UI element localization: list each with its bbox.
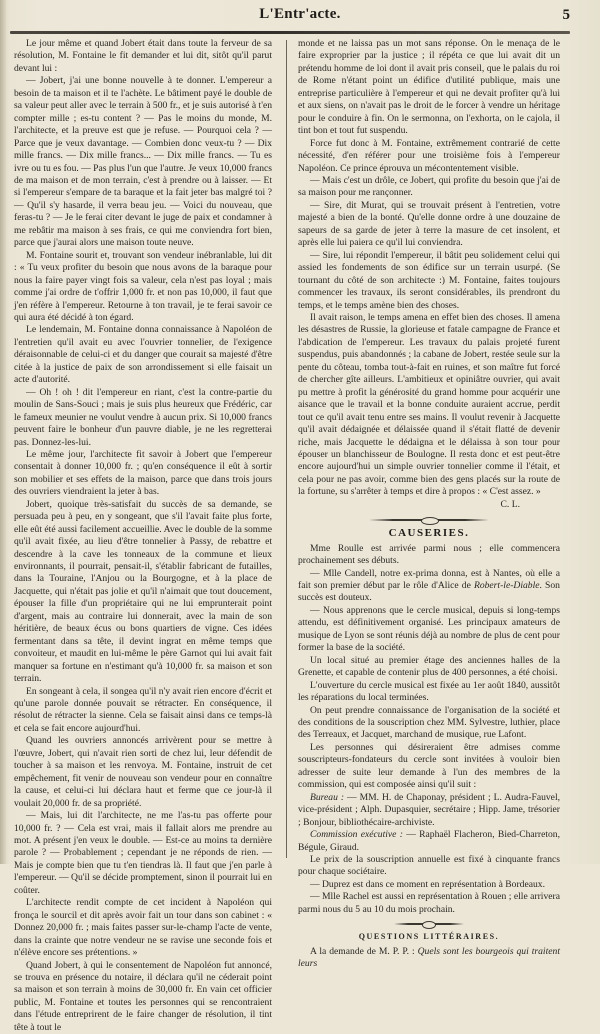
news-item: — Mlle Rachel est aussi en représentation à Rouen ; elle arrivera parmi nous du 5 au 10 du mois prochain. [298,891,560,915]
news-item: — Mlle Candell, notre ex-prima donna, est à Nantes, où elle a fait son premier début par le rôle d'Alice de Robert-le-Diable. Son succès est douteux. [298,567,560,604]
section-title-causeries: CAUSERIES. [388,527,470,540]
question-text: Quels sont les bourgeois qui traitent leurs [298,945,560,970]
author-signature: C. L. [500,498,520,510]
page-number: 5 [562,7,570,23]
paragraph: Quand Jobert, à qui le consentement de Napoléon fut annoncé, se trouva en présence du notaire, il déclara qu'il ne céderait point sa maison et son terrain à moins de 30,000 fr. En vain cet officier public, M. Fontaine et toutes les personnes qui se rencontraient dans l'étude entreprirent de le faire changer de résolution, il tint tête à tout le [14,959,272,1033]
left-column [14,38,272,1034]
opera-title: Robert-le-Diable [473,580,540,592]
question-item: A la demande de M. P. P. : Quels sont les bourgeois qui traitent leurs [298,945,560,970]
paragraph: En songeant à cela, il songea qu'il n'y avait rien encore d'écrit et qu'une parole donnée pouvait se rétracter. En conséquence, il résolut de rétracter la sienne. Cela se faisait ainsi dans ce temps-là et cela se fait encore aujourd'hui. [14,685,272,734]
news-item: Un local situé au premier étage des anciennes halles de la Grenette, et capable de contenir plus de 400 personnes, a été choisi. [298,654,560,679]
paragraph: — Sire, lui répondit l'empereur, il bâtit peu solidement celui qui assied les fondements de son édifice sur un terrain usurpé. (Se tournant du côté de son architecte :) M. Fontaine, faites toujours commencer les travaux, ils seront considérables, ils prendront du temps, et le temps amène bien des choses. [298,249,560,311]
news-item: Le prix de la souscription annuelle est fixé à cinquante francs pour chaque sociétaire. [298,854,560,878]
column-divider [286,40,287,858]
news-item: Commission exécutive : — Raphaël Flacheron, Bied-Charreton, Bégule, Giraud. [298,829,560,853]
paragraph: L'architecte rendit compte de cet incident à Napoléon qui fronça le sourcil et dit après avoir fait un tour dans son cabinet : « Donnez 20,000 fr. ; mais faites passer sur-le-champ l'acte de vente, dans la crainte que notre vendeur ne se ravise une seconde fois et n'élève encore ses prétentions. » [14,897,272,959]
paragraph: — Mais c'est un drôle, ce Jobert, qui profite du besoin que j'ai de sa maison pour me rançonner. [298,174,560,199]
paragraph: M. Fontaine sourit et, trouvant son vendeur inébranlable, lui dit : « Tu veux profiter du besoin que nous avons de la baraque pour nous la faire payer vingt fois sa valeur, cela n'est pas loyal ; mais comme j'ai ordre de t'offrir 1,000 fr. et non pas 10,000, il faut que j'en réfère à l'empereur. Retourne à ton travail, je te ferai savoir ce qui aura été décidé à ton égard. [14,249,272,323]
commission-label: Commission exécutive : [310,829,403,841]
paragraph: Force fut donc à M. Fontaine, extrêmement contrarié de cette nécessité, d'en référer pour une troisième fois à l'empereur Napoléon. Ce prince éprouva un mécontentement visible. [298,137,560,174]
news-item: Bureau : — MM. H. de Chaponay, président ; L. Audra-Fauvel, vice-président ; Alph. Dupasquier, secrétaire ; Hipp. Jame, trésorier ; Bonjour, bibliothécaire-archiviste. [298,791,561,828]
ornamental-separator [394,921,464,927]
ornamental-separator [369,517,489,523]
paragraph: Quand les ouvriers annoncés arrivèrent pour se mettre à l'œuvre, Jobert, qui n'avait rien sorti de chez lui, leur défendit de toucher à sa maison et les renvoya. M. Fontaine, instruit de cet empêchement, fit venir de nouveau son vendeur pour en connaître la cause, et celui-ci lui déclara haut et ferme que ce jour-là il voulait 20,000 fr. de sa propriété. [14,735,272,809]
paragraph: Le même jour, l'architecte fit savoir à Jobert que l'empereur consentait à donner 10,000 fr. ; qu'en conséquence il eût à sortir son mobilier et ses effets de la maison, parce que dans trois jours des ouvriers viendraient la jeter à bas. [14,448,272,498]
news-item: Les personnes qui désireraient être admises comme souscripteurs-fondateurs du cercle sont invitées à vouloir bien adresser de suite leur demande à l'un des membres de la commission, qui est composée ainsi qu'il suit : [298,741,560,791]
paragraph: — Oh ! oh ! dit l'empereur en riant, c'est la contre-partie du moulin de Sans-Souci ; mais je suis plus heureux que Frédéric, car le fameux meunier ne voulut vendre à aucun prix. Si 10,000 francs peuvent faire le bonheur d'un pauvre diable, je ne les regretterai pas. Donnez-les-lui. [14,386,272,448]
section-title-questions: QUESTIONS LITTÉRAIRES. [358,932,500,942]
right-column [298,38,560,971]
signature-line [298,499,560,511]
news-item: — Nous apprenons que le cercle musical, depuis si long-temps attendu, est définitivement organisé. Les principaux amateurs de musique de Lyon se sont réunis déjà au nombre de plus de cent pour former la base de la société. [298,604,560,654]
news-item: Mme Roulle est arrivée parmi nous ; elle commencera prochainement ses débuts. [298,542,560,567]
masthead [0,6,600,28]
paragraph: Jobert, quoique très-satisfait du succès de sa demande, se persuada peu à peu, en y songeant, que s'il l'avait faite plus forte, elle eût été aussi facilement accueillie. Avec le double de la somme qu'il avait fixée, au lieu d'être tonnelier à Passy, de rebattre et descendre à la cave les tonneaux de la commune et lieux environnants, il pourrait, pensait-il, s'établir fabricant de futailles, dans la Touraine, l'Anjou ou la Bourgogne, et à la place de Jacquette, qui n'était pas jolie et qu'il n'aimait que tout doucement, épouser la fille d'un propriétaire qui ne lui emprunterait point d'argent, mais au contraire lui donnerait, avec la main de son héritière, de beaux écus ou bons quartiers de vigne. Ces idées fermentant dans sa tête, il devint ingrat en même temps que convoiteur, et maudit en lui-même le père Garnot qui lui avait fait manquer sa fortune en n'estimant qu'à 10,000 fr. sa maison et son terrain. [14,498,272,685]
paragraph: — Sire, dit Murat, qui se trouvait présent à l'entretien, votre majesté a bien de la bonté. Qu'elle donne ordre à une douzaine de sapeurs de sa garde de jeter à terre la masure de cet insolent, et après elle lui paiera ce qu'il lui conviendra. [298,199,560,249]
header-rule [10,31,570,34]
bureau-label: Bureau : [310,791,345,803]
paragraph: Le lendemain, M. Fontaine donna connaissance à Napoléon de l'entretien qu'il avait eu avec l'ouvrier tonnelier, de l'exigence déraisonnable de celui-ci et du danger que courait sa majesté d'être citée à la justice de paix de son arrondissement si elle faisait un acte d'autorité. [14,324,272,386]
paragraph: Le jour même et quand Jobert était dans toute la ferveur de sa résolution, M. Fontaine le fit demander et lui dit, sitôt qu'il parut devant lui : [14,38,272,74]
paragraph: — Mais, lui dit l'architecte, ne me l'as-tu pas offerte pour 10,000 fr. ? — Cela est vrai, mais il fallait alors me prendre au mot. A présent j'en veux le double. — Est-ce au moins ta dernière parole ? — Probablement ; cependant je ne réponds de rien. — Mais je compte bien que tu t'en tiendras là. Il faut que j'en parle à l'empereur. — Qu'il se décide promptement, sinon il pourrait lui en coûter. [14,810,272,896]
news-item: L'ouverture du cercle musical est fixée au 1er août 1840, aussitôt les réparations du local terminées. [298,679,560,704]
news-item: On peut prendre connaissance de l'organisation de la société et des conditions de la souscription chez MM. Sylvestre, luthier, place des Terreaux, et Jacquet, marchand de musique, rue Lafont. [298,704,560,741]
page-gutter [0,0,6,864]
paragraph: Il avait raison, le temps amena en effet bien des choses. Il amena les désastres de Russie, la glorieuse et fatale campagne de France et l'abdication de l'empereur. Les travaux du palais projeté furent suspendus, puis abandonnés ; la cabane de Jobert, restée seule sur la pente du côteau, tomba tout-à-fait en ruines, et son maître fut forcé de chercher gîte ailleurs. L'ambitieux et opiniâtre ouvrier, qui avait pu mettre à profit la générosité du grand homme pour acquérir une aisance que le travail et la bonne conduite auraient accrue, perdit tout ce qu'il avait tenu entre ses mains. Il voulut revenir à Jacquette qu'il avait dédaignée et délaissée quand il s'était flatté de devenir riche, mais Jacquette le dédaigna et le délaissa à son tour pour épouser un blanchisseur de Boulogne. Il resta donc et est peut-être encore aujourd'hui un simple ouvrier tonnelier comme il l'était, et cela pour ne pas avoir, comme bien des gens placés sur la route de la fortune, su s'arrêter à temps et dire à propos : « C'est assez. » [298,311,560,498]
paragraph: — Jobert, j'ai une bonne nouvelle à te donner. L'empereur a besoin de ta maison et il te l'achète. Le bâtiment payé le double de sa valeur peut aller avec le terrain à 500 fr., et je suis autorisé à t'en compter mille ; es-tu content ? — Pas le moins du monde, M. l'architecte, et la preuve est que je refuse. — Pourquoi cela ? — Parce que je veux davantage. — Combien donc veux-tu ? — Dix mille francs. — Dix mille francs... — Dix mille francs. — Tu es ivre ou tu es fou. — Pas plus l'un que l'autre. Je veux 10,000 francs de ma maison et de mon terrain, c'est à prendre ou à laisser. — Et si l'empereur s'empare de ta baraque et la fait jeter bas malgré toi ? — Qu'il s'y hasarde, il verra beau jeu. — Voici du nouveau, que feras-tu ? — Je le ferai citer devant le juge de paix et condamner à me rebâtir ma maison à ses frais, ce qui me conviendra fort bien, parce que j'aurai alors une maison toute neuve. [14,75,272,249]
news-item: — Duprez est dans ce moment en représentation à Bordeaux. [310,878,545,890]
newspaper-title: L'Entr'acte. [259,6,341,22]
paragraph: monde et ne laissa pas un mot sans réponse. On le menaça de le faire exproprier par la justice ; il répéta ce que lui avait dit un prétendu homme de loi dont il avait pris conseil, que le palais du roi de Rome n'étant point un édifice d'utilité publique, mais une entreprise particulière à l'empereur et qui ne devait profiter qu'à lui et aux siens, on n'avait pas le droit de le forcer à vendre un héritage pour le conduire à fin. On le sermonna, on l'exhorta, on le cajola, il tint bon et tout fut suspendu. [298,38,560,137]
